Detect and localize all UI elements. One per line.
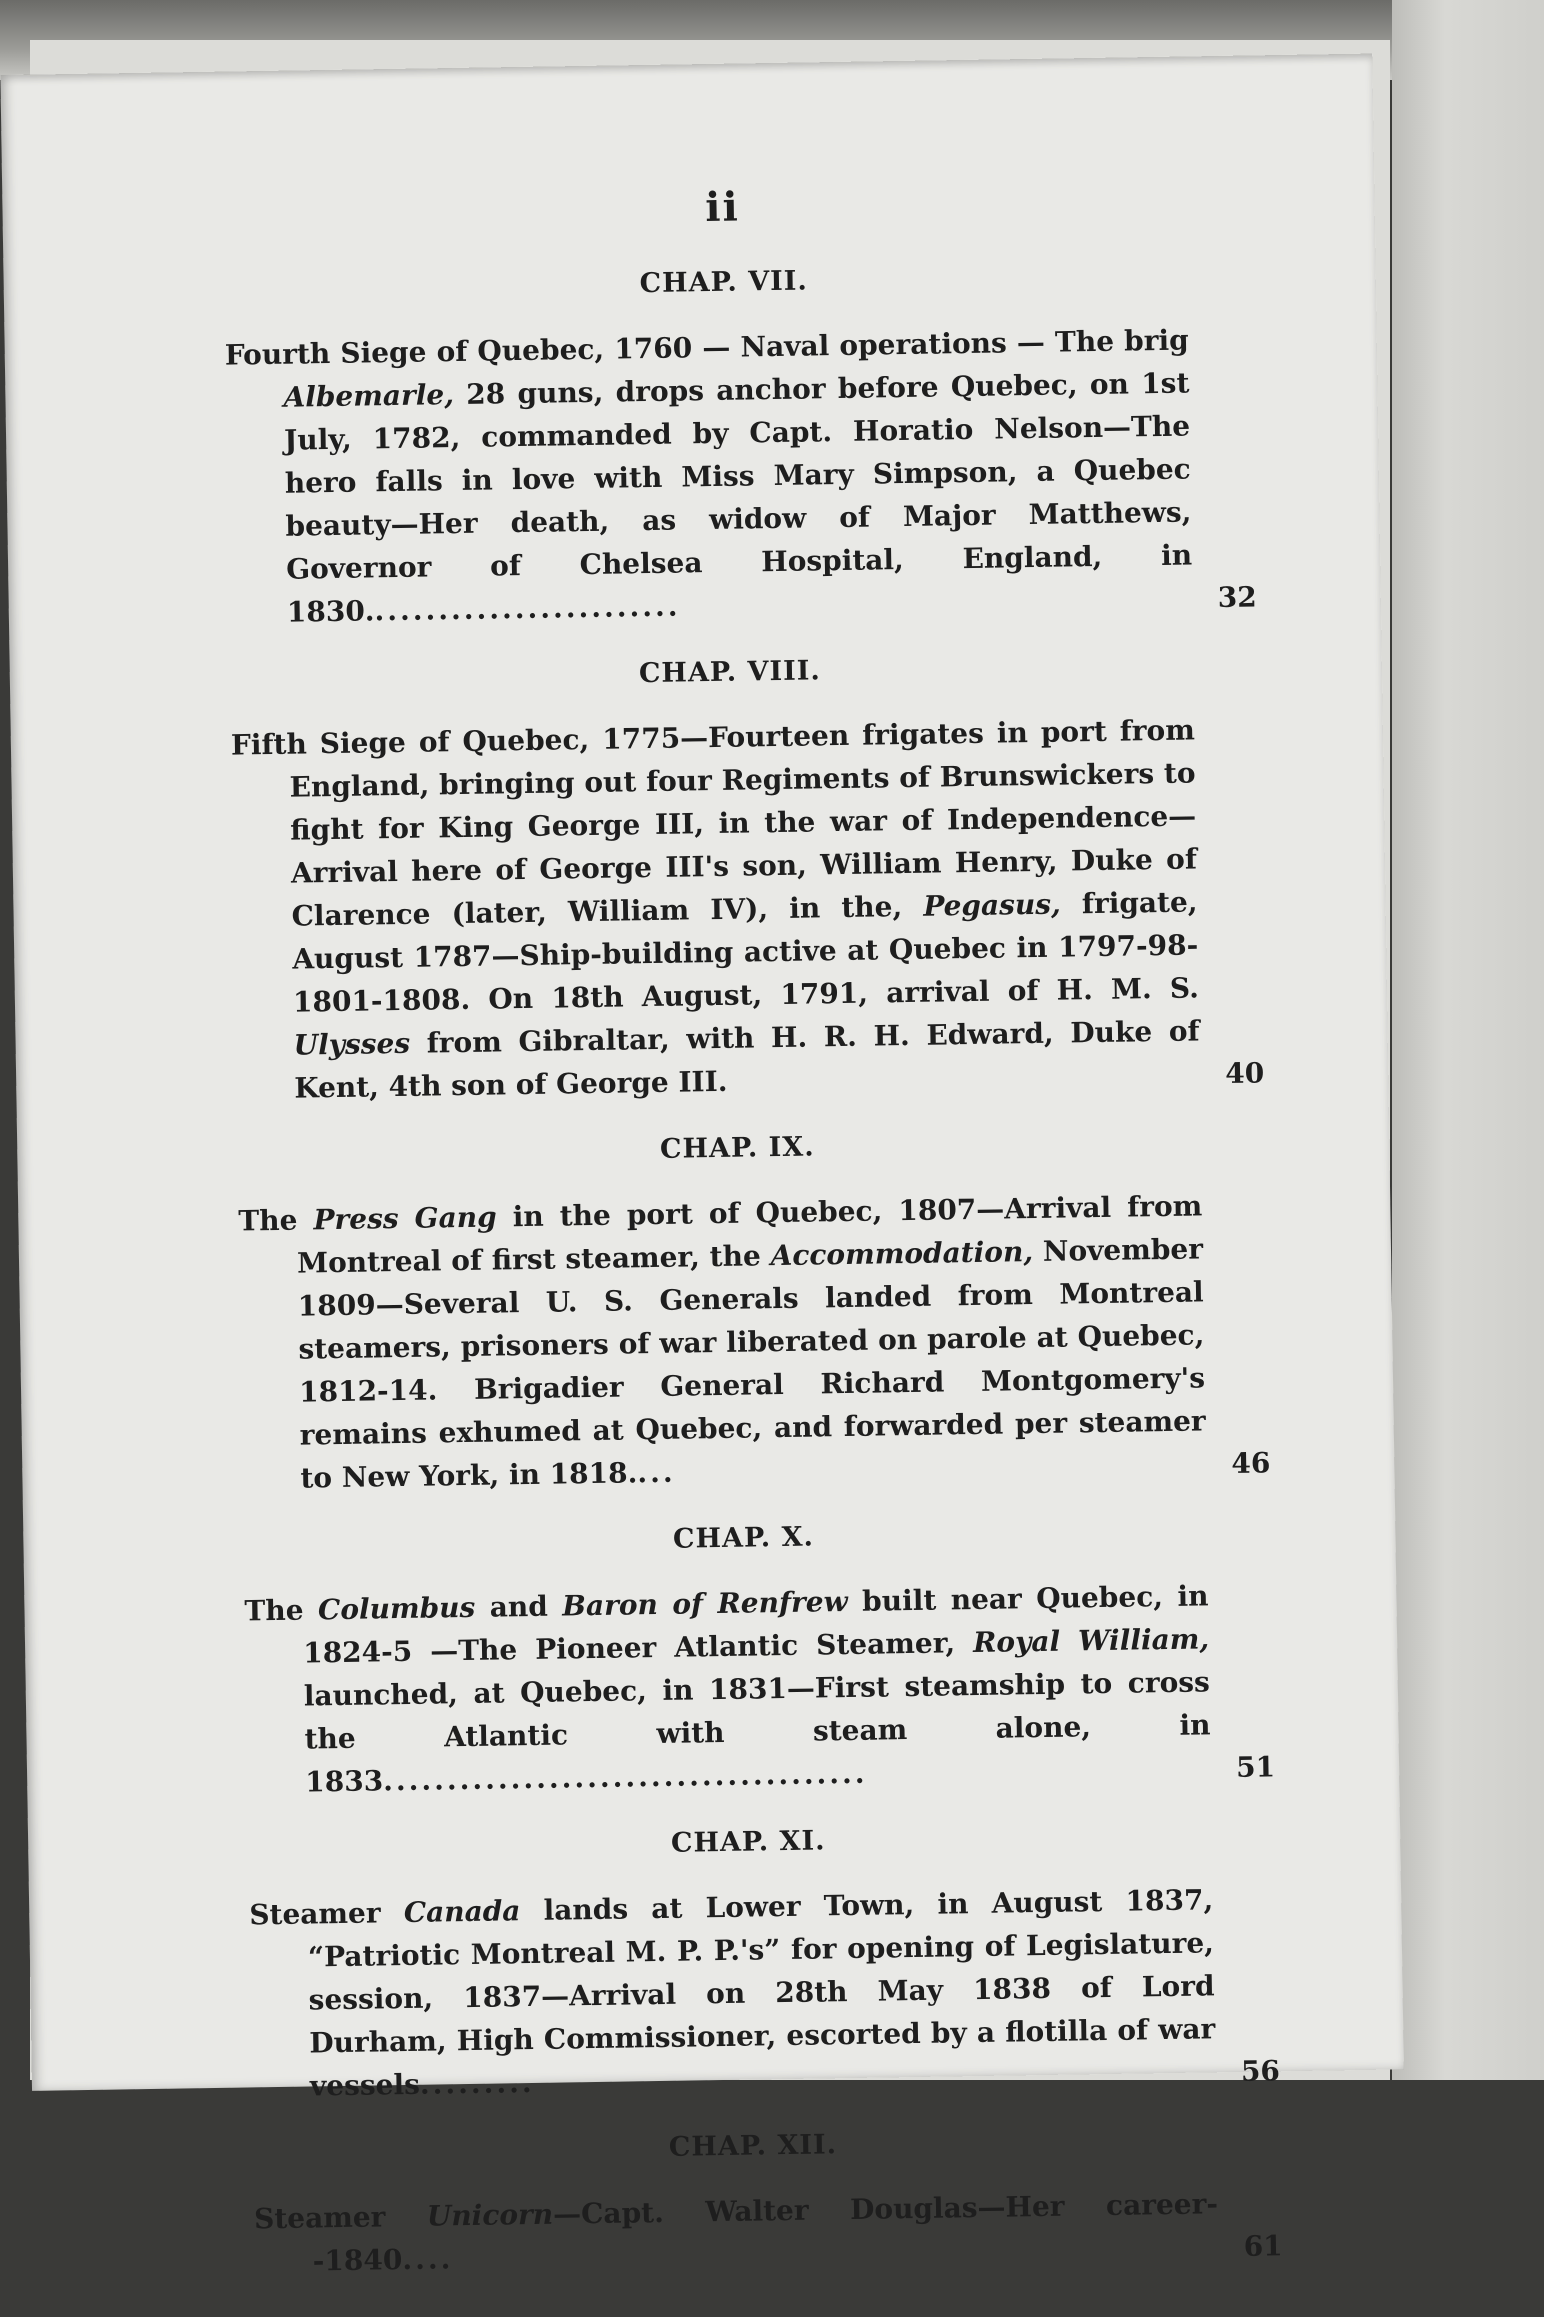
book-page	[0, 54, 1403, 2278]
chapter-page-number: 56	[1240, 2054, 1281, 2088]
scan-backdrop-right	[1392, 0, 1544, 2080]
chapter-summary: Steamer Canada lands at Lower Town, in August 1837, “Patriotic Montreal M. P. P.'s” for opening of Legislature, session, 1837—Arrival on 28th May 1838 of Lord Durham, High Commissioner, escorted by a flotilla of war vessels......... 56	[249, 1883, 1281, 2103]
chapter-summary: Steamer Unicorn—Capt. Walter Douglas—Her career--1840.... 61	[253, 2187, 1283, 2278]
chapter-summary: The Press Gang in the port of Quebec, 1807—Arrival from Montreal of first steamer, the Accommodation, November 1809—Several U. S. Generals landed from Montreal steamers, prisoners of war liberated on parole at Quebec, 1812-14. Brigadier General Richard Montgomery's remains exhumed at Quebec, and forwarded per steamer to New York, in 1818.... 46	[238, 1189, 1271, 1495]
chapter-heading: CHAP. X.	[672, 1521, 815, 1555]
chapter-heading: CHAP. VII.	[639, 265, 809, 300]
chapter-heading: CHAP. XI.	[670, 1825, 826, 1859]
chapter-heading: CHAP. XII.	[668, 2129, 838, 2163]
chapter-page-number: 32	[1217, 580, 1257, 615]
chapter-heading: CHAP. VIII.	[638, 655, 821, 690]
chapter-page-number: 46	[1231, 1446, 1271, 1480]
chapter-summary: The Columbus and Baron of Renfrew built near Quebec, in 1824-5 —The Pioneer Atlantic Steamer, Royal William, launched, at Quebec, in 1831—First steamship to cross the Atlantic with steam alone, in 1833...................................... 51	[244, 1579, 1276, 1799]
table-of-contents	[222, 176, 1283, 2313]
chapter-summary: Fourth Siege of Quebec, 1760 — Naval operations — The brig Albemarle, 28 guns, drops anchor before Quebec, on 1st July, 1782, commanded by Capt. Horatio Nelson—The hero falls in love with Miss Mary Simpson, a Quebec beauty—Her death, as widow of Major Matthews, Governor of Chelsea Hospital, England, in 1830......................... 32	[224, 323, 1257, 629]
chapter-page-number: 51	[1235, 1750, 1276, 1784]
chapter-summary: Fifth Siege of Quebec, 1775—Fourteen frigates in port from England, bringing out four Regiments of Brunswickers to fight for King George III, in the war of Independence—Arrival here of George III's son, William Henry, Duke of Clarence (later, William IV), in the, Pegasus, frigate, August 1787—Ship-building active at Quebec in 1797-98-1801-1808. On 18th August, 1791, arrival of H. M. S. Ulysses from Gibraltar, with H. R. H. Edward, Duke of Kent, 4th son of George III. 40	[230, 713, 1265, 1105]
chapter-page-number: 61	[1243, 2229, 1283, 2263]
chapter-heading: CHAP. IX.	[659, 1131, 815, 1165]
chapter-page-number: 40	[1224, 1056, 1265, 1091]
page-number: ii	[704, 183, 741, 232]
